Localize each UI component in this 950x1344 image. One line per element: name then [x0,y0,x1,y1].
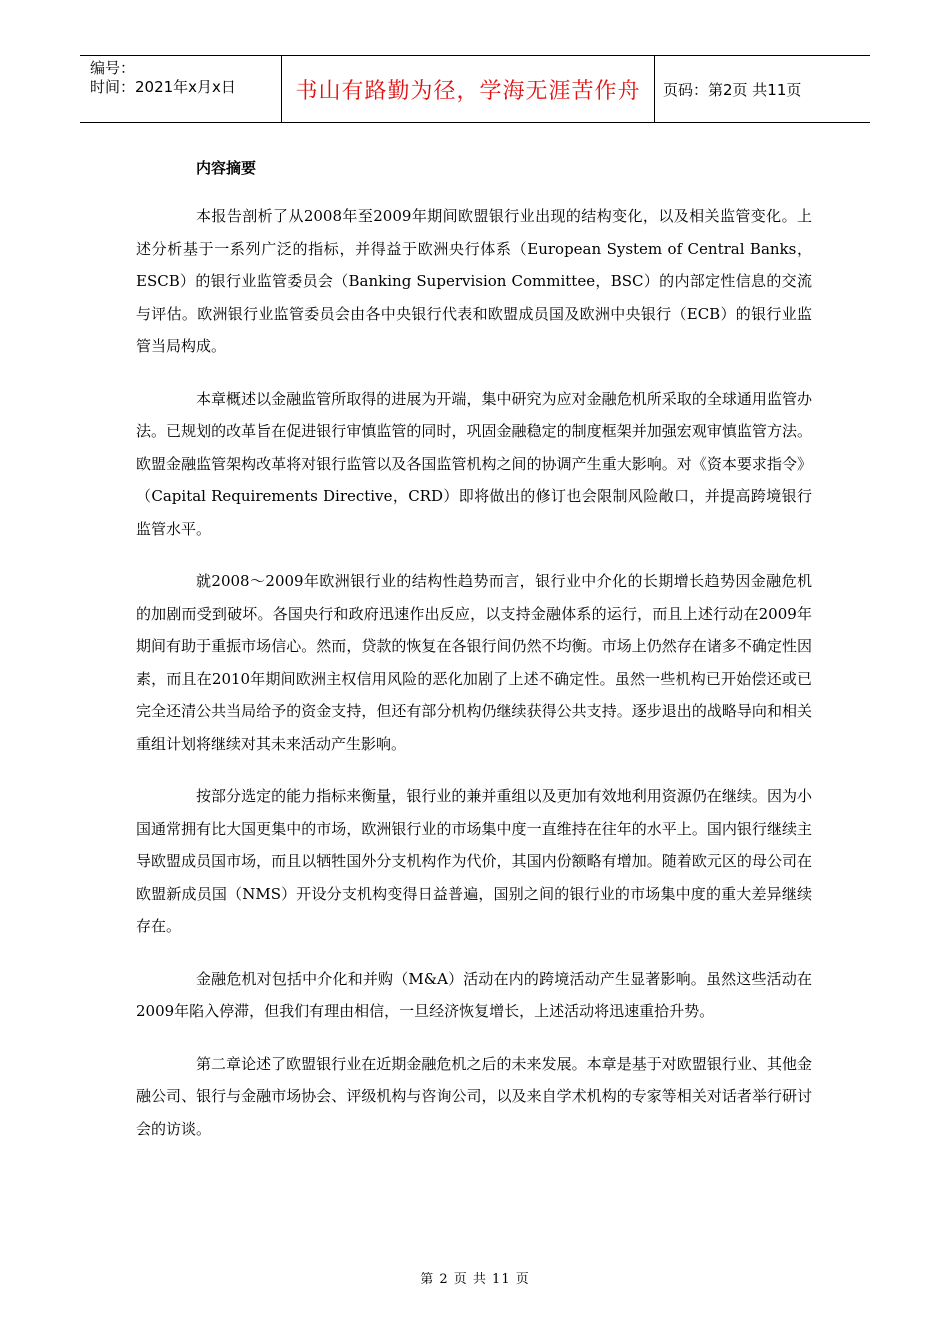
paragraph: 第二章论述了欧盟银行业在近期金融危机之后的未来发展。本章是基于对欧盟银行业、其他金融公司、银行与金融市场协会、评级机构与咨询公司，以及来自学术机构的专家等相关对话者举行研讨会的访谈。 [136,1054,812,1138]
header-page-cell [655,56,870,122]
document-body [136,150,812,1145]
paragraph: 本报告剖析了从2008年至2009年期间欧盟银行业出现的结构变化，以及相关监管变化。上述分析基于一系列广泛的指标，并得益于欧洲央行体系（European System of Central Banks，ESCB）的银行业监管委员会（Banking Supervision Committee，BSC）的内部定性信息的交流与评估。欧洲银行业监管委员会由各中央银行代表和欧盟成员国及欧洲中央银行（ECB）的银行业监管当局构成。 [136,207,812,355]
page-footer: 第 2 页 共 11 页 [420,1272,530,1287]
header-motto: 书山有路勤为径，学海无涯苦作舟 [295,78,641,104]
paragraph: 金融危机对包括中介化和并购（M&A）活动在内的跨境活动产生显著影响。虽然这些活动在2009年陷入停滞，但我们有理由相信，一旦经济恢复增长，上述活动将迅速重拾升势。 [136,969,812,1020]
header-meta [80,56,282,122]
header-motto-cell [282,56,655,122]
paragraph: 按部分选定的能力指标来衡量，银行业的兼并重组以及更加有效地利用资源仍在继续。因为小国通常拥有比大国更集中的市场，欧洲银行业的市场集中度一直维持在往年的水平上。国内银行继续主导欧盟成员国市场，而且以牺牲国外分支机构作为代价，其国内份额略有增加。随着欧元区的母公司在欧盟新成员国（NMS）开设分支机构变得日益普遍，国别之间的银行业的市场集中度的重大差异继续存在。 [136,787,812,935]
document-number-label: 编号： [90,59,136,77]
section-title: 内容摘要 [196,159,257,177]
header-page-label: 页码：第2页 共11页 [663,80,802,99]
paragraph: 本章概述以金融监管所取得的进展为开端，集中研究为应对金融危机所采取的全球通用监管办法。已规划的改革旨在促进银行审慎监管的同时，巩固金融稳定的制度框架并加强宏观审慎监管方法。欧盟金融监管架构改革将对银行监管以及各国监管机构之间的协调产生重大影响。对《资本要求指令》（Capital Requirements Directive，CRD）即将做出的修订也会限制风险敞口，并提高跨境银行监管水平。 [136,389,812,538]
document-time-label: 时间：2021年x月x日 [90,78,236,96]
paragraph: 就2008～2009年欧洲银行业的结构性趋势而言，银行业中介化的长期增长趋势因金融危机的加剧而受到破坏。各国央行和政府迅速作出反应，以支持金融体系的运行，而且上述行动在2009年期间有助于重振市场信心。然而，贷款的恢复在各银行间仍然不均衡。市场上仍然存在诸多不确定性因素，而且在2010年期间欧洲主权信用风险的恶化加剧了上述不确定性。虽然一些机构已开始偿还或已完全还清公共当局给予的资金支持，但还有部分机构仍继续获得公共支持。逐步退出的战略导向和相关重组计划将继续对其未来活动产生影响。 [136,572,812,753]
page-header [80,55,870,123]
